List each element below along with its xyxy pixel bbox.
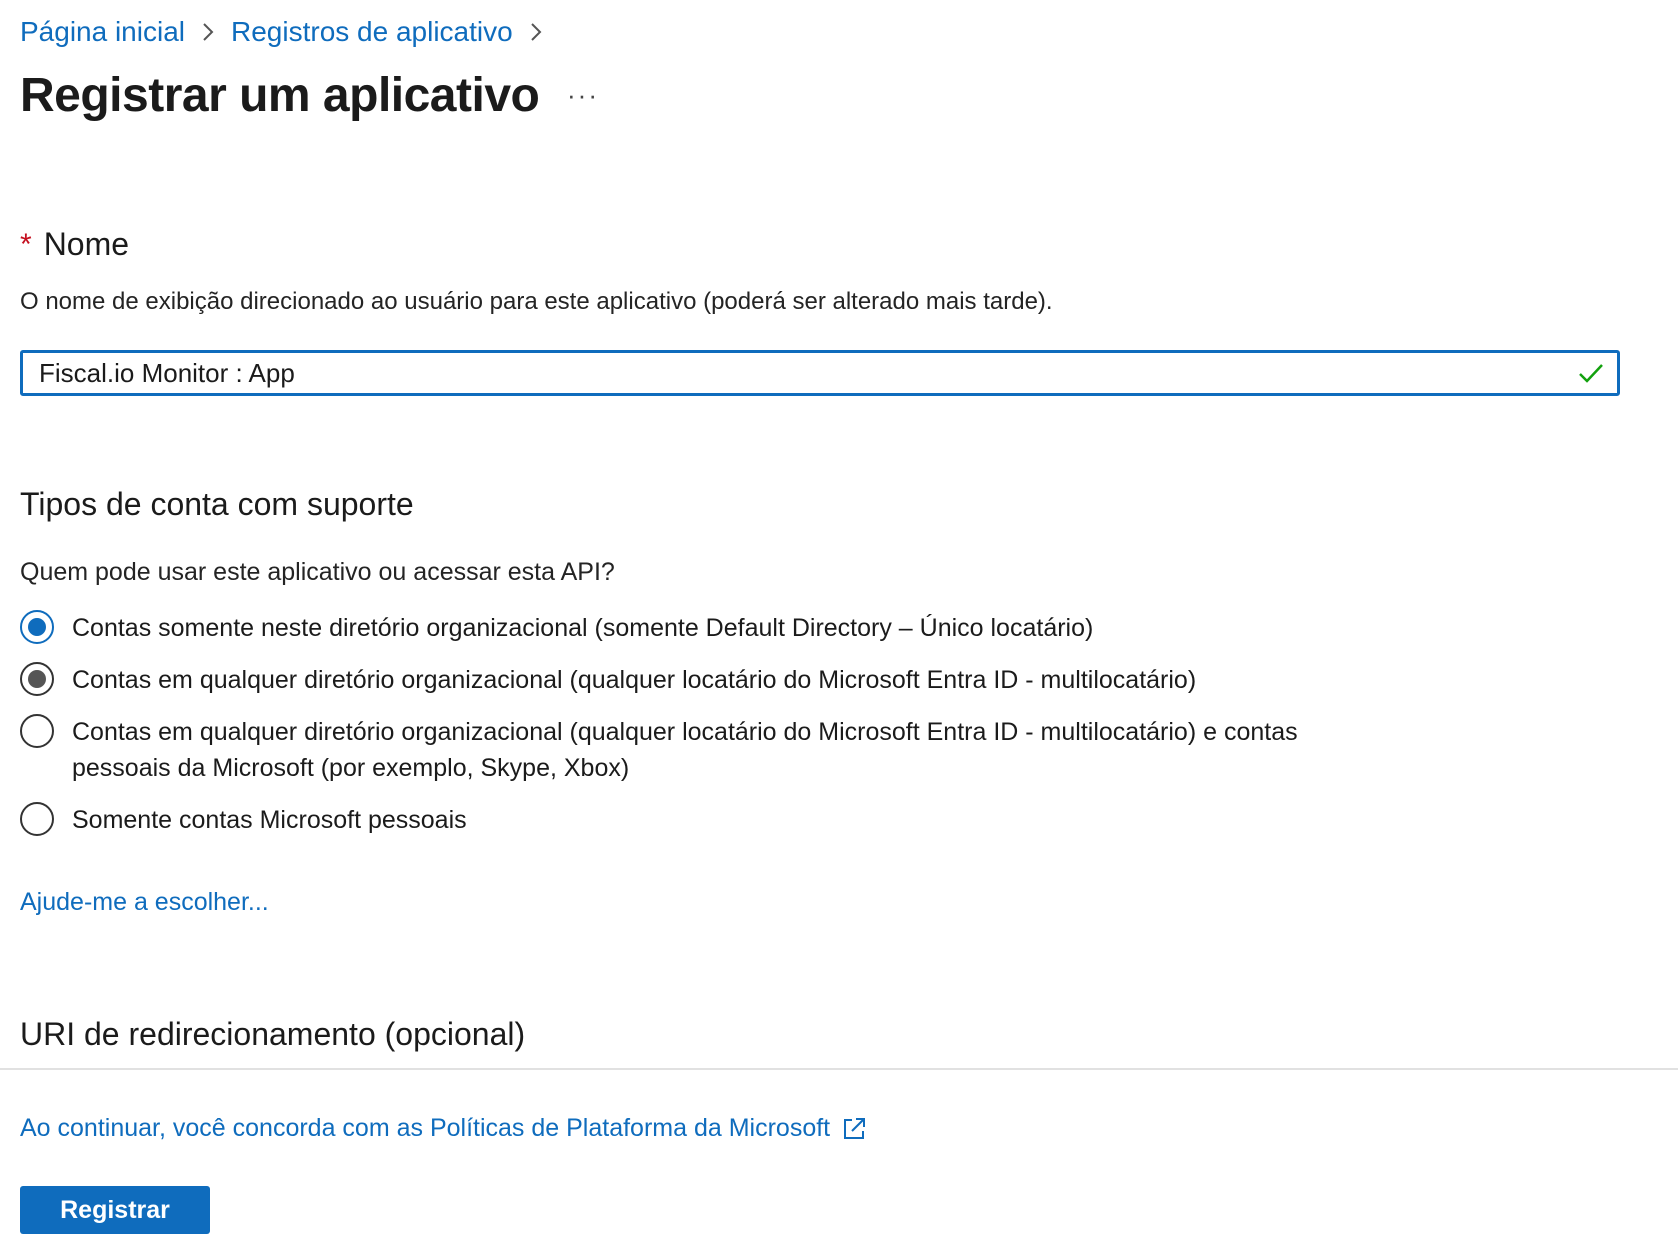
name-field-label — [20, 226, 129, 263]
platform-policies-link[interactable] — [20, 1114, 868, 1143]
radio-option-multi-tenant-personal[interactable] — [20, 714, 1402, 786]
radio-selected-icon[interactable] — [20, 610, 54, 644]
register-button[interactable]: Registrar — [20, 1186, 210, 1234]
radio-hover-icon[interactable] — [20, 662, 54, 696]
breadcrumb-app-registrations-link[interactable]: Registros de aplicativo — [231, 16, 513, 47]
policy-link-text: Ao continuar, você concorda com as Políticas de Plataforma da Microsoft — [20, 1114, 831, 1142]
radio-option-label: Somente contas Microsoft pessoais — [72, 806, 467, 834]
external-link-icon — [840, 1115, 868, 1143]
chevron-right-icon — [201, 21, 215, 43]
radio-unselected-icon[interactable] — [20, 802, 54, 836]
name-label-text: Nome — [43, 226, 130, 262]
breadcrumb — [20, 16, 559, 48]
radio-option-label: Contas em qualquer diretório organizacional (qualquer locatário do Microsoft Entra ID - multilocatário) — [72, 666, 1197, 694]
radio-option-multi-tenant[interactable] — [20, 662, 1402, 698]
name-input[interactable] — [23, 353, 1577, 393]
radio-option-label: Contas somente neste diretório organizacional (somente Default Directory – Único locatário) — [72, 614, 1094, 642]
account-types-heading: Tipos de conta com suporte — [20, 486, 414, 522]
more-options-button[interactable]: ··· — [567, 79, 599, 110]
radio-option-label: Contas em qualquer diretório organizacional (qualquer locatário do Microsoft Entra ID - multilocatário) e contas pessoais da Microsoft (por exemplo, Skype, Xbox) — [72, 718, 1298, 782]
account-types-question: Quem pode usar este aplicativo ou acessar esta API? — [20, 558, 615, 586]
help-me-choose-link[interactable]: Ajude-me a escolher... — [20, 888, 269, 916]
radio-unselected-icon[interactable] — [20, 714, 54, 748]
name-description: O nome de exibição direcionado ao usuário para este aplicativo (poderá ser alterado mais tarde). — [20, 288, 1053, 315]
breadcrumb-home-link[interactable]: Página inicial — [20, 16, 185, 47]
radio-option-single-tenant[interactable] — [20, 610, 1402, 646]
redirect-uri-heading: URI de redirecionamento (opcional) — [20, 1016, 526, 1052]
checkmark-icon — [1577, 359, 1605, 387]
radio-option-personal-only[interactable] — [20, 802, 1402, 838]
footer-divider — [0, 1068, 1678, 1070]
page-title: Registrar um aplicativo — [20, 69, 540, 122]
chevron-right-icon — [529, 21, 543, 43]
name-input-container — [20, 350, 1620, 396]
required-marker: * — [20, 227, 32, 261]
